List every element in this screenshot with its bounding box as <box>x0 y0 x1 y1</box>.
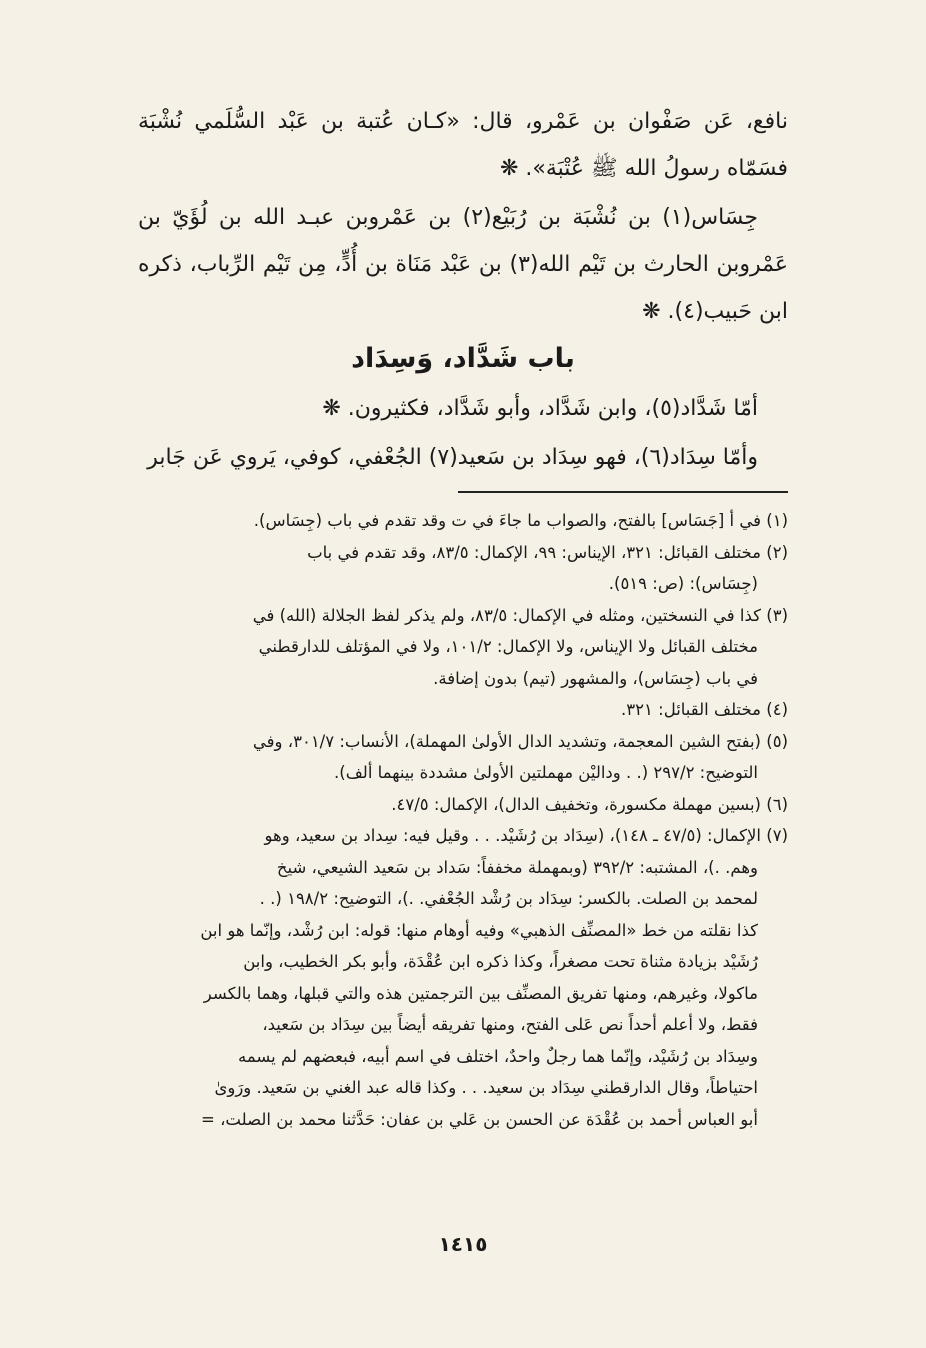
footnote-5-continued: التوضيح: ٢٩٧/٢ (. . وداليْن مهملتين الأولىٰ مشددة بينهما ألف). <box>334 763 758 782</box>
paragraph-jisas: جِسَاس(١) بن نُشْبَة بن رُبَيْع(٢) بن عَمْروبن عبـد الله بن لُؤَيّ بن عَمْروبن الحارث بن تَيْم الله(٣) بن عَبْد مَنَاة بن أُدٍّ، مِن تَيْم الرِّباب، ذكره ابن حَبيب(٤). ❋ <box>138 205 788 324</box>
footnote-3-continued: في باب (جِسَاس)، والمشهور (تيم) بدون إضافة. <box>433 668 758 688</box>
page-number: ١٤١٥ <box>438 1232 488 1256</box>
footnote-7-continued: رُشَيْد بزيادة مثناة تحت مصغراً، وكذا ذكره ابن عُقْدَة، وأبو بكر الخطيب، وابن <box>243 952 758 971</box>
footnote-7-continued: ماكولا، وغيرهم، ومنها تفريق المصنِّف بين الترجمتين هذه والتي قبلها، وهما بالكسر <box>203 983 758 1003</box>
footnote-3-continued: مختلف القبائل ولا الإيناس، ولا الإكمال: ١٠١/٢، ولا في المؤتلف للدارقطني <box>258 637 758 656</box>
footnote-separator <box>458 491 788 493</box>
paragraph-nafi: نافع، عَن صَفْوان بن عَمْرو، قال: «كـان عُتبة بن عَبْد السُّلَمي نُشْبَة فسَمّاه رسولُ الله ﷺ عُتْبَة». ❋ <box>138 109 788 181</box>
section-heading: باب شَدَّاد، وَسِدَاد <box>351 343 575 374</box>
footnote-4: (٤) مختلف القبائل: ٣٢١. <box>621 700 788 719</box>
paragraph-shaddad: أمّا شَدَّاد(٥)، وابن شَدَّاد، وأبو شَدَّاد، فكثيرون. ❋ <box>322 396 758 421</box>
footnote-1: (١) في أ [جَسَاس] بالفتح، والصواب ما جاءَ في ت وقد تقدم في باب (جِسَاس). <box>253 511 788 530</box>
footnote-7-continued: كذا نقلته من خط «المصنِّف الذهبي» وفيه أوهام منها: قوله: ابن رُشْد، وإنّما هو ابن <box>200 920 758 940</box>
footnote-6: (٦) (بسين مهملة مكسورة، وتخفيف الدال)، الإكمال: ٤٧/٥. <box>391 794 788 814</box>
footnote-7-continued: وهم. .)، المشتبه: ٣٩٢/٢ (وبمهملة مخففاً: سَداد بن سَعيد الشيعي، شيخ <box>276 857 758 877</box>
footnote-7: (٧) الإكمال: (٤٧/٥ ـ ١٤٨)، (سِدَاد بن رُشَيْد. . . وقيل فيه: سِداد بن سعيد، وهو <box>264 826 788 845</box>
main-text <box>138 98 788 481</box>
footnote-7-continued: فقط، ولا أعلم أحداً نص عَلى الفتح، ومنها تفريقه أيضاً بين سِدَاد بن سَعيد، <box>262 1015 758 1034</box>
footnote-3: (٣) كذا في النسختين، ومثله في الإكمال: ٨٣/٥، ولم يذكر لفظ الجلالة (الله) في <box>252 605 788 625</box>
footnote-7-continued: أبو العباس أحمد بن عُقْدَة عن الحسن بن عَلي بن عفان: حَدَّثنا محمد بن الصلت، = <box>201 1109 758 1129</box>
footnote-5: (٥) (بفتح الشين المعجمة، وتشديد الدال الأولىٰ المهملة)، الأنساب: ٣٠١/٧، وفي <box>252 731 788 751</box>
footnote-7-continued: وسِدَاد بن رُشَيْد، وإنّما هما رجلٌ واحدٌ، اختلف في اسم أبيه، فبعضهم لم يسمه <box>238 1046 758 1066</box>
paragraph-sidad: وأمّا سِدَاد(٦)، فهو سِدَاد بن سَعيد(٧) الجُعْفي، كوفي، يَروي عَن جَابر <box>147 445 758 470</box>
footnote-7-continued: لمحمد بن الصلت. بالكسر: سِدَاد بن رُشْد الجُعْفي. .)، التوضيح: ١٩٨/٢ (. . <box>259 889 758 908</box>
footnote-2-continued: (جِسَاس): (ص: ٥١٩). <box>608 574 758 593</box>
footnotes <box>138 505 788 1135</box>
footnote-7-continued: احتياطاً، وقال الدارقطني سِدَاد بن سعيد. . . وكذا قاله عبد الغني بن سَعيد. ورَوىٰ <box>214 1078 758 1097</box>
footnote-2: (٢) مختلف القبائل: ٣٢١، الإيناس: ٩٩، الإكمال: ٨٣/٥، وقد تقدم في باب <box>307 542 788 562</box>
